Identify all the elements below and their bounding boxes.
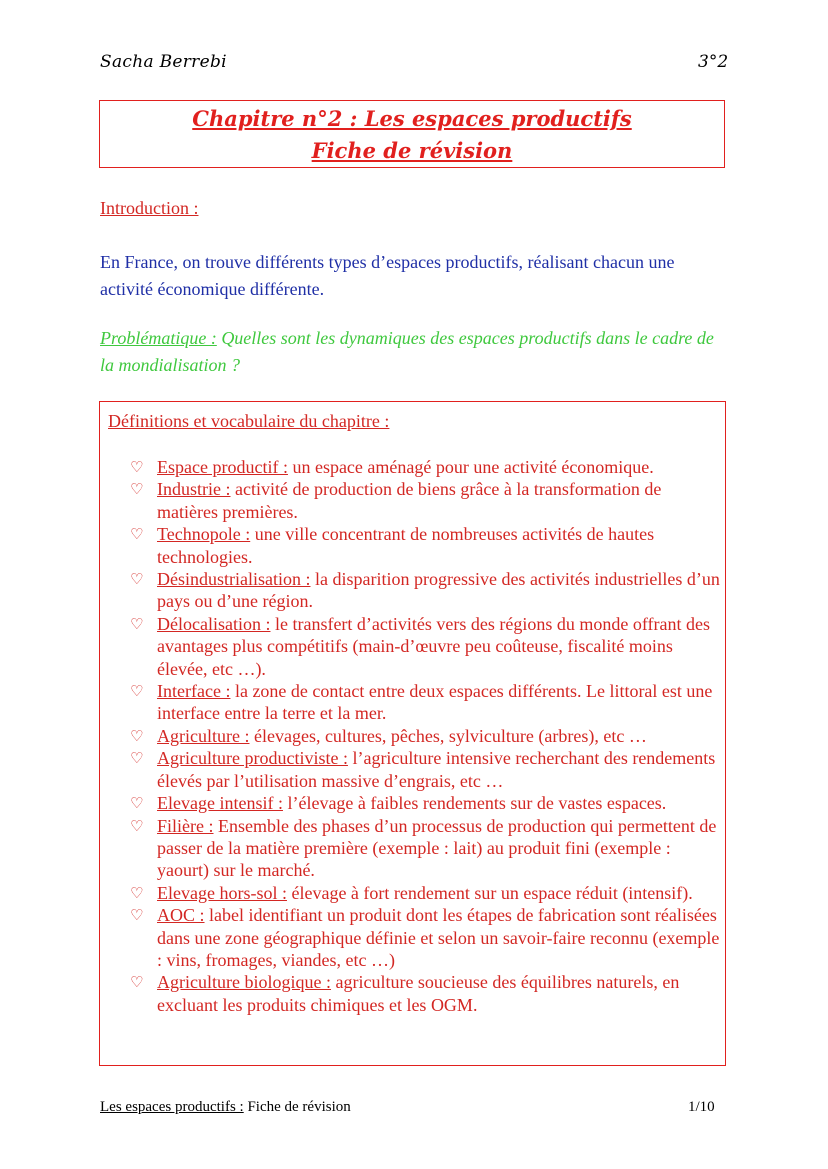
definition-item — [130, 971, 720, 1016]
heart-outline-icon: ♡ — [130, 883, 144, 902]
definition-item — [130, 456, 720, 478]
definition-item — [130, 792, 720, 814]
heart-outline-icon: ♡ — [130, 973, 144, 992]
definition-term: Interface : — [157, 681, 231, 702]
definition-item — [130, 613, 720, 680]
problematique — [100, 325, 730, 379]
heart-outline-icon: ♡ — [130, 525, 144, 544]
author-name: Sacha Berrebi — [100, 52, 227, 72]
heart-outline-icon: ♡ — [130, 816, 144, 835]
footer-subtitle: Fiche de révision — [243, 1099, 351, 1115]
heart-outline-icon: ♡ — [130, 480, 144, 499]
footer-doc-title: Les espaces productifs : — [100, 1099, 244, 1115]
definition-term: Agriculture : — [157, 725, 250, 746]
definition-text: une ville concentrant de nombreuses activités de hautes technologies. — [157, 524, 655, 567]
definition-term: Espace productif : — [157, 457, 288, 477]
definition-item — [130, 882, 720, 904]
definition-item — [130, 747, 720, 792]
heart-outline-icon: ♡ — [130, 726, 144, 745]
definition-term: Agriculture productiviste : — [157, 748, 348, 769]
heart-outline-icon: ♡ — [130, 794, 144, 813]
definition-item — [130, 680, 720, 725]
definition-term: Délocalisation : — [157, 613, 271, 634]
page-number: 1/10 — [688, 1099, 715, 1115]
definition-text: l’agriculture intensive recherchant des rendements élevés par l’utilisation massive d’engrais, etc … — [157, 748, 716, 791]
heart-outline-icon: ♡ — [130, 614, 144, 633]
definition-text: élevages, cultures, pêches, sylviculture (arbres), etc … — [249, 725, 647, 746]
definition-text: Ensemble des phases d’un processus de production qui permettent de passer de la matière première (exemple : lait) au produit fini (exemple : yaourt) sur le marché. — [157, 815, 717, 881]
definition-item — [130, 815, 720, 882]
class-label: 3°2 — [698, 52, 729, 72]
heart-outline-icon: ♡ — [130, 570, 144, 589]
definition-item — [130, 568, 720, 613]
chapter-title: Chapitre n°2 : Les espaces productifs — [192, 106, 632, 131]
definition-item — [130, 523, 720, 568]
problematique-label: Problématique : — [100, 328, 217, 348]
sheet-title: Fiche de révision — [311, 138, 513, 163]
definition-text: le transfert d’activités vers des régions du monde offrant des avantages plus compétitifs (main-d’œuvre peu coûteuse, fiscalité moins élevée, etc …). — [157, 613, 711, 679]
definition-term: Technopole : — [157, 524, 251, 545]
definition-term: Industrie : — [157, 479, 231, 500]
definition-text: l’élevage à faibles rendements sur de vastes espaces. — [282, 793, 667, 814]
title-box — [99, 100, 725, 168]
definition-term: Désindustrialisation : — [157, 569, 311, 590]
definition-text: label identifiant un produit dont les étapes de fabrication sont réalisées dans une zone géographique définie et selon un savoir-faire reconnu (exemple : vins, fromages, viandes, etc …) — [157, 905, 720, 970]
introduction-heading: Introduction : — [100, 198, 199, 218]
heart-outline-icon: ♡ — [130, 906, 144, 925]
heart-outline-icon: ♡ — [130, 458, 144, 476]
definition-text: élevage à fort rendement sur un espace réduit (intensif). — [286, 882, 693, 903]
definition-term: Elevage hors-sol : — [157, 882, 287, 903]
definition-term: Elevage intensif : — [157, 793, 283, 814]
definition-text: la disparition progressive des activités industrielles d’un pays ou d’une région. — [157, 569, 720, 612]
heart-outline-icon: ♡ — [130, 749, 144, 768]
definition-text: activité de production de biens grâce à la transformation de matières premières. — [157, 479, 662, 522]
introduction-text: En France, on trouve différents types d’espaces productifs, réalisant chacun une activité économique différente. — [100, 252, 675, 299]
definition-item — [130, 478, 720, 523]
problematique-text: Quelles sont les dynamiques des espaces productifs dans le cadre de la mondialisation ? — [100, 328, 714, 375]
definition-text: la zone de contact entre deux espaces différents. Le littoral est une interface entre la terre et la mer. — [157, 681, 713, 724]
definition-term: Agriculture biologique : — [157, 972, 331, 993]
definition-item — [130, 904, 720, 971]
definition-term: AOC : — [157, 905, 205, 926]
heart-outline-icon: ♡ — [130, 682, 144, 701]
definitions-box — [99, 401, 726, 1066]
definition-text: un espace aménagé pour une activité économique. — [287, 457, 654, 477]
definition-term: Filière : — [157, 815, 214, 836]
definition-item — [130, 725, 720, 747]
definition-text: agriculture soucieuse des équilibres naturels, en excluant les produits chimiques et les OGM. — [157, 972, 680, 1015]
footer-title — [100, 1099, 351, 1116]
definitions-heading: Définitions et vocabulaire du chapitre : — [108, 411, 390, 431]
definitions-list — [130, 456, 720, 1016]
